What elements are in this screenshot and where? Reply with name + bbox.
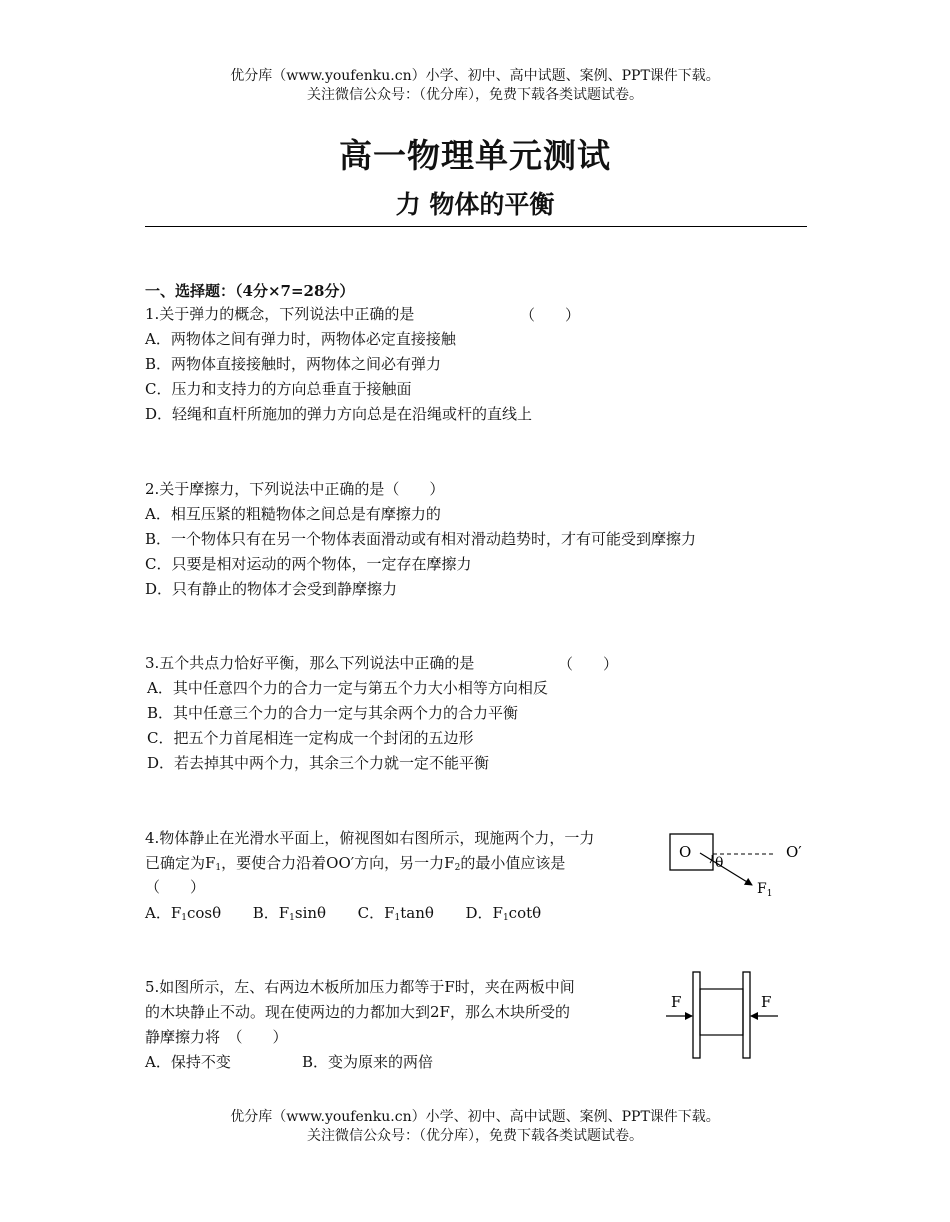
question-1-option-b: B．两物体直接接触时，两物体之间必有弹力 — [145, 355, 442, 373]
object-box — [670, 834, 713, 870]
question-1-option-c: C．压力和支持力的方向总垂直于接触面 — [145, 380, 412, 398]
question-3-option-a: A．其中任意四个力的合力一定与第五个力大小相等方向相反 — [147, 679, 548, 697]
label-o-prime: O′ — [786, 843, 802, 861]
label-o: O — [679, 843, 692, 861]
question-4-answer-blank: （ ） — [145, 878, 206, 896]
question-4-stem-line-2: 已确定为$F_1$，要使合力沿着OO′方向，另一力$F_2$的最小值应该是 — [145, 854, 566, 873]
question-5-stem-line-3: 静摩擦力将 （ ） — [145, 1028, 288, 1046]
label-f1: $F_1$ — [757, 881, 773, 899]
question-5-stem-line-2: 的木块静止不动。现在使两边的力都加大到2F，那么木块所受的 — [145, 1003, 570, 1021]
question-5-diagram — [660, 965, 790, 1065]
page-footer-line-1: 优分库（www.youfenku.cn）小学、初中、高中试题、案例、PPT课件下载。 — [230, 1109, 720, 1125]
page-footer-line-2: 关注微信公众号：（优分库），免费下载各类试题试卷。 — [307, 1128, 643, 1144]
question-4-option-d: D．$F_1\cot\theta$ — [465, 904, 542, 923]
label-left-f: F — [671, 993, 682, 1011]
question-4-option-b: B．$F_1\sin\theta$ — [252, 904, 327, 923]
question-4-options — [145, 903, 541, 923]
question-4-option-c: C．$F_1\tan\theta$ — [357, 904, 434, 923]
question-1-option-d: D．轻绳和直杆所施加的弹力方向总是在沿绳或杆的直线上 — [145, 405, 533, 423]
question-1-stem: 1.关于弹力的概念，下列说法中正确的是 — [145, 305, 415, 323]
force-f1-arrow — [700, 853, 752, 885]
page-title: 高一物理单元测试 — [339, 136, 611, 175]
question-2-option-b: B．一个物体只有在另一个物体表面滑动或有相对滑动趋势时，才有可能受到摩擦力 — [145, 530, 697, 548]
page-subtitle: 力 物体的平衡 — [395, 190, 555, 219]
question-2-option-d: D．只有静止的物体才会受到静摩擦力 — [145, 580, 398, 598]
page-header-line-1: 优分库（www.youfenku.cn）小学、初中、高中试题、案例、PPT课件下载。 — [230, 68, 720, 84]
wooden-block — [700, 989, 743, 1035]
question-3-answer-blank: （ ） — [558, 655, 619, 673]
question-3-option-d: D．若去掉其中两个力，其余三个力就一定不能平衡 — [147, 754, 490, 772]
label-right-f: F — [761, 993, 772, 1011]
title-divider — [145, 226, 807, 227]
question-2-stem: 2.关于摩擦力，下列说法中正确的是（ ） — [145, 480, 445, 498]
label-theta: θ — [715, 855, 724, 871]
question-4-stem-line-1: 4.物体静止在光滑水平面上，俯视图如右图所示，现施两个力，一力 — [145, 829, 595, 847]
question-5-option-a: A．保持不变 — [145, 1053, 231, 1071]
question-1-option-a: A．两物体之间有弹力时，两物体必定直接接触 — [145, 330, 456, 348]
question-2-option-a: A．相互压紧的粗糙物体之间总是有摩擦力的 — [145, 505, 441, 523]
question-3-option-c: C．把五个力首尾相连一定构成一个封闭的五边形 — [147, 729, 474, 747]
question-1-answer-blank: （ ） — [520, 306, 581, 324]
right-board — [743, 972, 750, 1058]
question-3-option-b: B．其中任意三个力的合力一定与其余两个力的合力平衡 — [147, 704, 519, 722]
section-heading: 一、选择题：（4分×7=28分） — [145, 282, 355, 300]
question-5-option-b: B．变为原来的两倍 — [302, 1053, 434, 1071]
question-4-option-a: A．$F_1\cos\theta$ — [145, 904, 222, 923]
question-2-option-c: C．只要是相对运动的两个物体，一定存在摩擦力 — [145, 555, 472, 573]
question-5-stem-line-1: 5.如图所示，左、右两边木板所加压力都等于F时，夹在两板中间 — [145, 978, 575, 996]
page-header-line-2: 关注微信公众号：（优分库），免费下载各类试题试卷。 — [307, 87, 643, 103]
question-4-diagram — [660, 825, 820, 905]
question-3-stem: 3.五个共点力恰好平衡，那么下列说法中正确的是 — [145, 654, 475, 672]
left-board — [693, 972, 700, 1058]
